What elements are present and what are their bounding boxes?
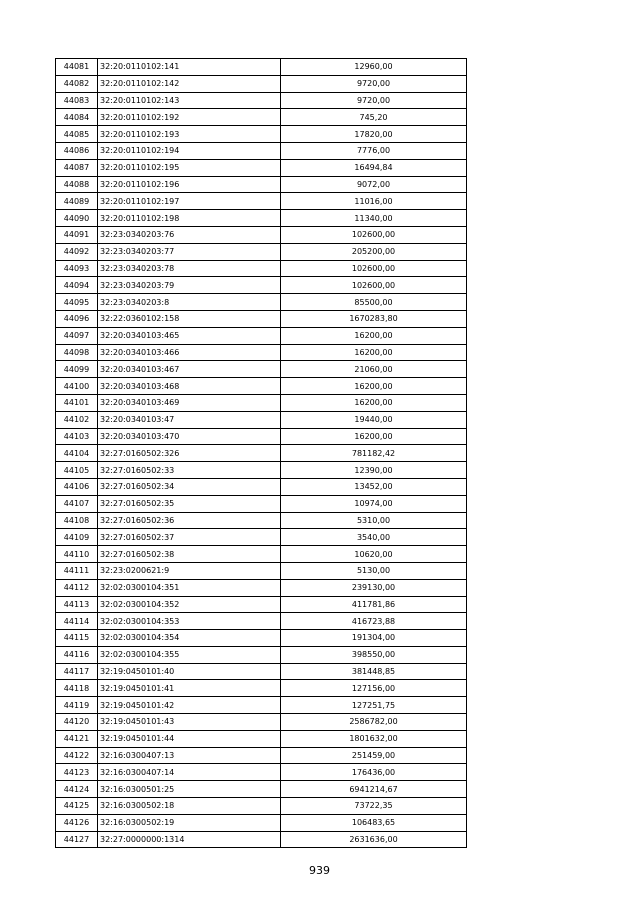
- cadastral-number-cell: 32:20:0340103:469: [98, 394, 281, 411]
- cadastral-number-cell: 32:23:0340203:79: [98, 277, 281, 294]
- row-number-cell: 44090: [56, 210, 98, 227]
- table-row: [56, 428, 467, 445]
- table-row: [56, 176, 467, 193]
- cadastral-number-cell: 32:27:0160502:326: [98, 445, 281, 462]
- cadastral-number-cell: 32:02:0300104:355: [98, 646, 281, 663]
- value-cell: 13452,00: [281, 478, 467, 495]
- table-row: [56, 646, 467, 663]
- row-number-cell: 44086: [56, 142, 98, 159]
- row-number-cell: 44103: [56, 428, 98, 445]
- table-row: [56, 344, 467, 361]
- table-row: [56, 92, 467, 109]
- row-number-cell: 44120: [56, 714, 98, 731]
- table-row: [56, 327, 467, 344]
- value-cell: 3540,00: [281, 529, 467, 546]
- table-row: [56, 512, 467, 529]
- table-row: [56, 529, 467, 546]
- cadastral-number-cell: 32:20:0110102:143: [98, 92, 281, 109]
- table-row: [56, 75, 467, 92]
- table-row: [56, 59, 467, 76]
- row-number-cell: 44119: [56, 697, 98, 714]
- value-cell: 16494,84: [281, 159, 467, 176]
- value-cell: 1801632,00: [281, 730, 467, 747]
- value-cell: 85500,00: [281, 294, 467, 311]
- row-number-cell: 44087: [56, 159, 98, 176]
- row-number-cell: 44082: [56, 75, 98, 92]
- cadastral-number-cell: 32:20:0110102:194: [98, 142, 281, 159]
- cadastral-number-cell: 32:23:0340203:78: [98, 260, 281, 277]
- table-row: [56, 495, 467, 512]
- row-number-cell: 44081: [56, 59, 98, 76]
- value-cell: 73722,35: [281, 798, 467, 815]
- table-row: [56, 546, 467, 563]
- value-cell: 5130,00: [281, 562, 467, 579]
- value-cell: 239130,00: [281, 579, 467, 596]
- row-number-cell: 44113: [56, 596, 98, 613]
- value-cell: 21060,00: [281, 361, 467, 378]
- value-cell: 11340,00: [281, 210, 467, 227]
- cadastral-number-cell: 32:27:0160502:38: [98, 546, 281, 563]
- table-row: [56, 361, 467, 378]
- cadastral-number-cell: 32:02:0300104:353: [98, 613, 281, 630]
- value-cell: 16200,00: [281, 428, 467, 445]
- table-row: [56, 126, 467, 143]
- value-cell: 16200,00: [281, 378, 467, 395]
- value-cell: 1670283,80: [281, 310, 467, 327]
- row-number-cell: 44116: [56, 646, 98, 663]
- value-cell: 127156,00: [281, 680, 467, 697]
- row-number-cell: 44107: [56, 495, 98, 512]
- table-row: [56, 394, 467, 411]
- row-number-cell: 44123: [56, 764, 98, 781]
- value-cell: 176436,00: [281, 764, 467, 781]
- table-row: [56, 579, 467, 596]
- row-number-cell: 44102: [56, 411, 98, 428]
- cadastral-number-cell: 32:16:0300407:13: [98, 747, 281, 764]
- row-number-cell: 44088: [56, 176, 98, 193]
- cadastral-number-cell: 32:20:0340103:467: [98, 361, 281, 378]
- row-number-cell: 44108: [56, 512, 98, 529]
- cadastral-number-cell: 32:27:0160502:35: [98, 495, 281, 512]
- table-row: [56, 210, 467, 227]
- row-number-cell: 44109: [56, 529, 98, 546]
- value-cell: 7776,00: [281, 142, 467, 159]
- table-row: [56, 663, 467, 680]
- cadastral-number-cell: 32:27:0000000:1314: [98, 831, 281, 848]
- cadastral-number-cell: 32:19:0450101:44: [98, 730, 281, 747]
- table-row: [56, 697, 467, 714]
- cadastral-number-cell: 32:27:0160502:34: [98, 478, 281, 495]
- value-cell: 102600,00: [281, 226, 467, 243]
- table-row: [56, 680, 467, 697]
- value-cell: 2586782,00: [281, 714, 467, 731]
- value-cell: 12390,00: [281, 462, 467, 479]
- table-row: [56, 260, 467, 277]
- table-row: [56, 814, 467, 831]
- value-cell: 127251,75: [281, 697, 467, 714]
- value-cell: 781182,42: [281, 445, 467, 462]
- value-cell: 19440,00: [281, 411, 467, 428]
- row-number-cell: 44117: [56, 663, 98, 680]
- row-number-cell: 44112: [56, 579, 98, 596]
- row-number-cell: 44098: [56, 344, 98, 361]
- cadastral-number-cell: 32:27:0160502:36: [98, 512, 281, 529]
- table-row: [56, 831, 467, 848]
- value-cell: 411781,86: [281, 596, 467, 613]
- table-row: [56, 445, 467, 462]
- table-row: [56, 764, 467, 781]
- value-cell: 17820,00: [281, 126, 467, 143]
- cadastral-number-cell: 32:23:0340203:76: [98, 226, 281, 243]
- row-number-cell: 44101: [56, 394, 98, 411]
- row-number-cell: 44097: [56, 327, 98, 344]
- table-row: [56, 798, 467, 815]
- value-cell: 12960,00: [281, 59, 467, 76]
- cadastral-value-table: [55, 58, 467, 848]
- row-number-cell: 44099: [56, 361, 98, 378]
- value-cell: 191304,00: [281, 630, 467, 647]
- value-cell: 416723,88: [281, 613, 467, 630]
- table-row: [56, 596, 467, 613]
- value-cell: 16200,00: [281, 344, 467, 361]
- cadastral-number-cell: 32:20:0110102:197: [98, 193, 281, 210]
- table-row: [56, 226, 467, 243]
- table-row: [56, 747, 467, 764]
- table-row: [56, 714, 467, 731]
- table-row: [56, 159, 467, 176]
- cadastral-number-cell: 32:20:0110102:192: [98, 109, 281, 126]
- table-row: [56, 781, 467, 798]
- row-number-cell: 44124: [56, 781, 98, 798]
- row-number-cell: 44083: [56, 92, 98, 109]
- row-number-cell: 44125: [56, 798, 98, 815]
- value-cell: 381448,85: [281, 663, 467, 680]
- cadastral-number-cell: 32:20:0110102:195: [98, 159, 281, 176]
- cadastral-number-cell: 32:20:0110102:141: [98, 59, 281, 76]
- value-cell: 9072,00: [281, 176, 467, 193]
- value-cell: 16200,00: [281, 327, 467, 344]
- cadastral-number-cell: 32:22:0360102:158: [98, 310, 281, 327]
- table-row: [56, 378, 467, 395]
- value-cell: 2631636,00: [281, 831, 467, 848]
- row-number-cell: 44100: [56, 378, 98, 395]
- cadastral-number-cell: 32:23:0200621:9: [98, 562, 281, 579]
- table-row: [56, 294, 467, 311]
- value-cell: 106483,65: [281, 814, 467, 831]
- cadastral-number-cell: 32:20:0110102:196: [98, 176, 281, 193]
- value-cell: 745,20: [281, 109, 467, 126]
- value-cell: 251459,00: [281, 747, 467, 764]
- row-number-cell: 44105: [56, 462, 98, 479]
- row-number-cell: 44114: [56, 613, 98, 630]
- cadastral-number-cell: 32:19:0450101:42: [98, 697, 281, 714]
- table-row: [56, 630, 467, 647]
- cadastral-number-cell: 32:23:0340203:8: [98, 294, 281, 311]
- value-cell: 102600,00: [281, 260, 467, 277]
- cadastral-number-cell: 32:16:0300502:19: [98, 814, 281, 831]
- value-cell: 102600,00: [281, 277, 467, 294]
- value-cell: 5310,00: [281, 512, 467, 529]
- cadastral-number-cell: 32:20:0340103:468: [98, 378, 281, 395]
- cadastral-number-cell: 32:20:0110102:193: [98, 126, 281, 143]
- table-row: [56, 109, 467, 126]
- row-number-cell: 44095: [56, 294, 98, 311]
- value-cell: 10974,00: [281, 495, 467, 512]
- value-cell: 16200,00: [281, 394, 467, 411]
- row-number-cell: 44122: [56, 747, 98, 764]
- table-row: [56, 310, 467, 327]
- cadastral-number-cell: 32:20:0340103:465: [98, 327, 281, 344]
- value-cell: 398550,00: [281, 646, 467, 663]
- table-row: [56, 277, 467, 294]
- row-number-cell: 44126: [56, 814, 98, 831]
- row-number-cell: 44094: [56, 277, 98, 294]
- table-row: [56, 462, 467, 479]
- cadastral-number-cell: 32:20:0340103:470: [98, 428, 281, 445]
- table-row: [56, 243, 467, 260]
- table-row: [56, 193, 467, 210]
- table-body: [56, 59, 467, 848]
- cadastral-number-cell: 32:27:0160502:33: [98, 462, 281, 479]
- cadastral-number-cell: 32:16:0300501:25: [98, 781, 281, 798]
- table-row: [56, 562, 467, 579]
- cadastral-number-cell: 32:02:0300104:351: [98, 579, 281, 596]
- cadastral-number-cell: 32:19:0450101:43: [98, 714, 281, 731]
- value-cell: 11016,00: [281, 193, 467, 210]
- cadastral-number-cell: 32:20:0340103:47: [98, 411, 281, 428]
- cadastral-number-cell: 32:20:0110102:198: [98, 210, 281, 227]
- cadastral-number-cell: 32:02:0300104:354: [98, 630, 281, 647]
- row-number-cell: 44084: [56, 109, 98, 126]
- value-cell: 6941214,67: [281, 781, 467, 798]
- cadastral-number-cell: 32:23:0340203:77: [98, 243, 281, 260]
- row-number-cell: 44091: [56, 226, 98, 243]
- value-cell: 9720,00: [281, 92, 467, 109]
- row-number-cell: 44085: [56, 126, 98, 143]
- row-number-cell: 44118: [56, 680, 98, 697]
- cadastral-number-cell: 32:27:0160502:37: [98, 529, 281, 546]
- row-number-cell: 44121: [56, 730, 98, 747]
- cadastral-number-cell: 32:20:0110102:142: [98, 75, 281, 92]
- cadastral-number-cell: 32:16:0300502:18: [98, 798, 281, 815]
- table-row: [56, 730, 467, 747]
- table-row: [56, 411, 467, 428]
- value-cell: 205200,00: [281, 243, 467, 260]
- row-number-cell: 44089: [56, 193, 98, 210]
- cadastral-number-cell: 32:16:0300407:14: [98, 764, 281, 781]
- cadastral-number-cell: 32:20:0340103:466: [98, 344, 281, 361]
- cadastral-number-cell: 32:02:0300104:352: [98, 596, 281, 613]
- row-number-cell: 44127: [56, 831, 98, 848]
- page-number: 939: [309, 864, 330, 877]
- row-number-cell: 44115: [56, 630, 98, 647]
- row-number-cell: 44111: [56, 562, 98, 579]
- cadastral-number-cell: 32:19:0450101:40: [98, 663, 281, 680]
- row-number-cell: 44092: [56, 243, 98, 260]
- table-row: [56, 142, 467, 159]
- row-number-cell: 44110: [56, 546, 98, 563]
- value-cell: 9720,00: [281, 75, 467, 92]
- row-number-cell: 44096: [56, 310, 98, 327]
- row-number-cell: 44106: [56, 478, 98, 495]
- table-row: [56, 613, 467, 630]
- cadastral-number-cell: 32:19:0450101:41: [98, 680, 281, 697]
- value-cell: 10620,00: [281, 546, 467, 563]
- row-number-cell: 44104: [56, 445, 98, 462]
- row-number-cell: 44093: [56, 260, 98, 277]
- table-row: [56, 478, 467, 495]
